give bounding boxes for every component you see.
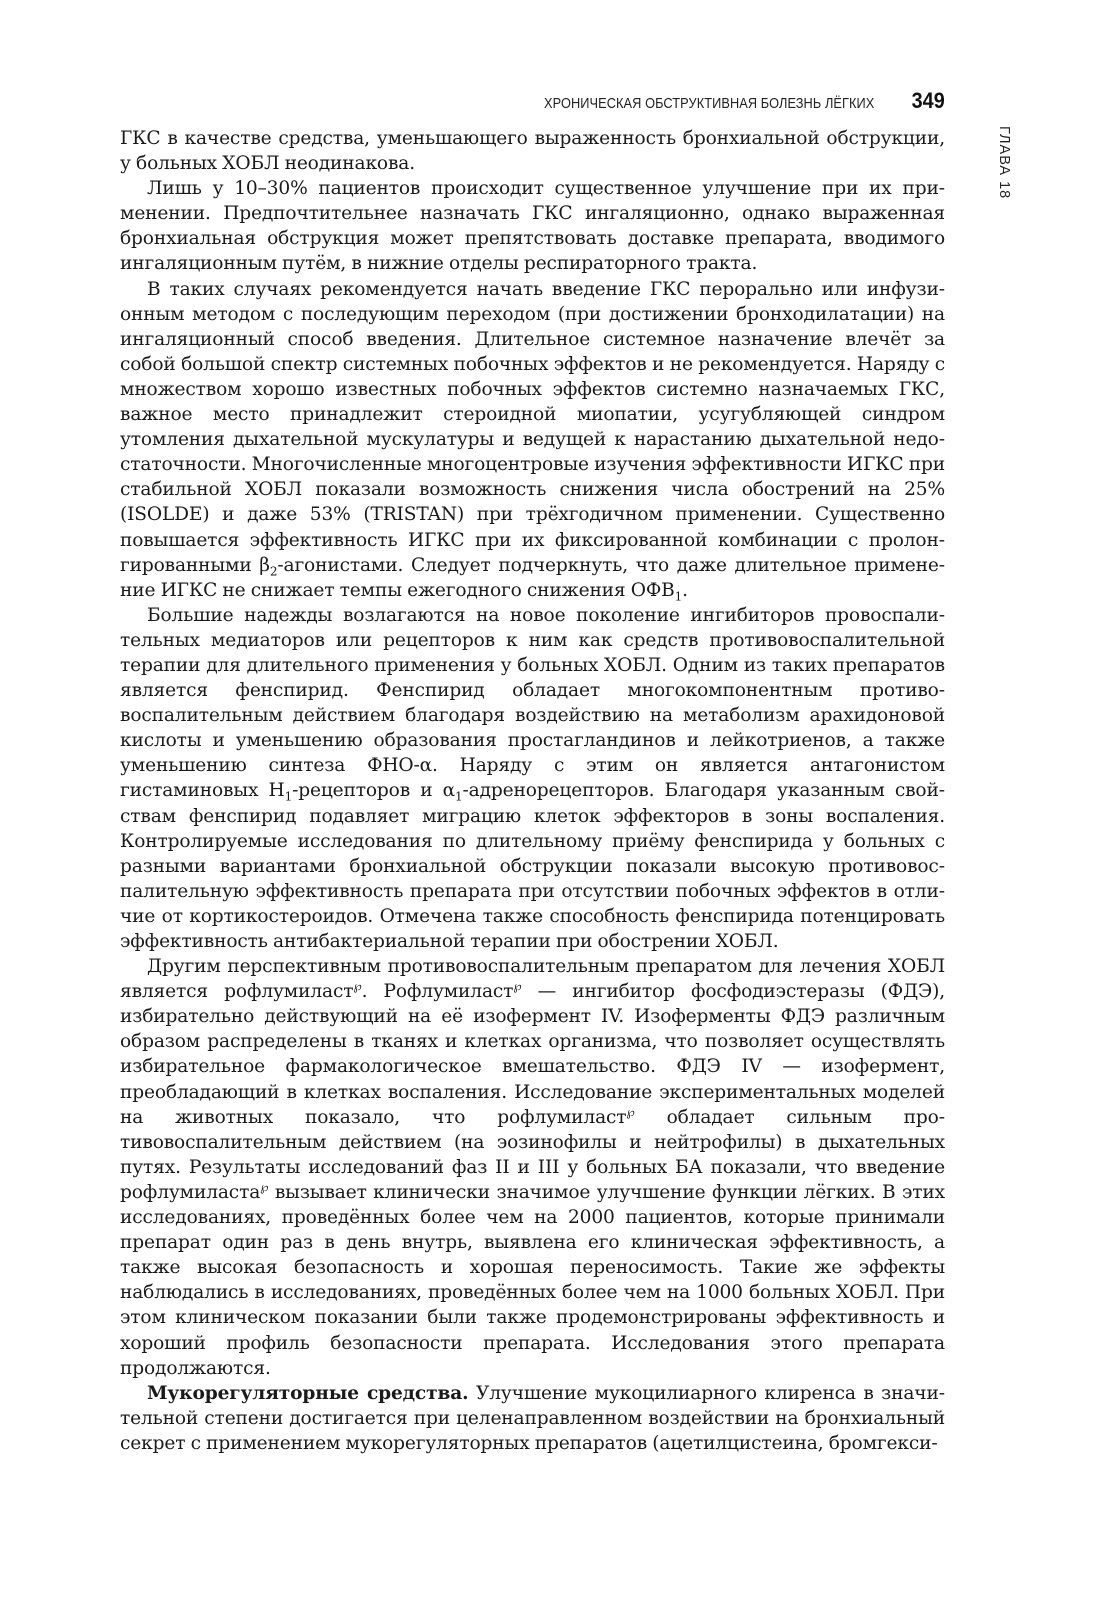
paragraph: Лишь у 10–30% пациентов происходит существенное улучшение при их применении. Предпочтительнее назначать ГКС ингаляционно, однако выраженная бронхиальная обструкция может препятствовать доставке препарата, вводимого ингаляционным путём, в нижние отделы респираторного тракта. [120,178,945,275]
chapter-label: ГЛАВА 18 [996,126,1012,200]
section-run-in-heading: Мукорегуляторные средства. [147,1382,469,1404]
trademark-mark: ℘ [260,1179,269,1194]
running-title: ХРОНИЧЕСКАЯ ОБСТРУКТИВНАЯ БОЛЕЗНЬ ЛЁГКИХ [543,96,875,112]
trademark-mark: ℘ [513,979,522,993]
running-header [120,88,945,118]
paragraph: Другим перспективным противовоспалительным препаратом для лечения ХОБЛ является рофлумиласт℘. Рофлумиласт℘ — ингибитор фосфодиэстеразы (ФДЭ), избирательно действующий на её изофермент IV. Изоферменты ФДЭ различным образом распределены в тканях и клетках организма, что позволяет осуществлять избирательное фармакологическое вмешательство. ФДЭ IV — изофермент, преобладающий в клетках воспаления. Исследование экспериментальных моделей на животных показало, что рофлумиласт℘ обладает сильным противовоспалительным действием (на эозинофилы и нейтрофилы) в дыхательных путях. Результаты исследований фаз II и III у больных БА показали, что введение рофлумиласта℘ вызывает клинически значимое улучшение функции лёгких. В этих исследованиях, проведённых более чем на 2000 пациентов, которые принимали препарат один раз в день внутрь, выявлена его клиническая эффективность, а также высокая безопасность и хорошая переносимость. Такие же эффекты наблюдались в исследованиях, проведённых более чем на 1000 больных ХОБЛ. При этом клиническом показании были также продемонстрированы эффективность и хороший профиль безопасности препарата. Исследования этого препарата продолжаются. [120,956,946,1379]
chapter-tab [996,126,1016,256]
paragraph: В таких случаях рекомендуется начать введение ГКС перорально или инфузионным методом с последующим переходом (при достижении бронходилатации) на ингаляционный способ введения. Длительное системное назначение влечёт за собой большой спектр системных побочных эффектов и не рекомендуется. Наряду с множеством хорошо известных побочных эффектов системно назначаемых ГКС, важное место принадлежит стероидной миопатии, усугубляющей синдром утомления дыхательной мускулатуры и ведущей к нарастанию дыхательной недостаточности. Многочисленные многоцентровые изучения эффективности ИГКС при стабильной ХОБЛ показали возможность снижения числа обострений на 25% (ISOLDE) и даже 53% (TRISTAN) при трёхгодичном применении. Существенно повышается эффективность ИГКС при их фиксированной комбинации с пролонгированными $\beta_2$-агонистами. Следует подчеркнуть, что даже длительное применение ИГКС не снижает темпы ежегодного снижения $ОФВ_1$. [120,278,946,604]
page-number: 349 [911,88,945,113]
paragraph: Мукорегуляторные средства. Улучшение мукоцилиарного клиренса в значительной степени достигается при целенаправленном воздействии на бронхиальный секрет с применением мукорегуляторных препаратов (ацетилцистеина, бромгекси- [120,1382,945,1454]
paragraph: Большие надежды возлагаются на новое поколение ингибиторов провоспалительных медиаторов или рецепторов к ним как средств противовоспалительной терапии для длительного применения у больных ХОБЛ. Одним из таких препаратов является фенспирид. Фенспирид обладает многокомпонентным противовоспалительным действием благодаря воздействию на метаболизм арахидоновой кислоты и уменьшению образования простагландинов и лейкотриенов, а также уменьшению синтеза ФНО-α. Наряду с этим он является антагонистом гистаминовых $H_1$-рецепторов и $\alpha_1$-адренорецепторов. Благодаря указанным свойствам фенспирид подавляет миграцию клеток эффекторов в зоны воспаления. Контролируемые исследования по длительному приёму фенспирида у больных с разными вариантами бронхиальной обструкции показали высокую противовоспалительную эффективность препарата при отсутствии побочных эффектов в отличие от кортикостероидов. Отмечена также способность фенспирида потенцировать эффективность антибактериальной терапии при обострении ХОБЛ. [120,604,945,952]
body-text [120,126,945,1456]
trademark-mark: ℘ [353,979,362,993]
paragraph: ГКС в качестве средства, уменьшающего выраженность бронхиальной обструкции, у больных ХОБЛ неодинакова. [120,128,945,175]
trademark-mark: ℘ [626,1104,635,1119]
